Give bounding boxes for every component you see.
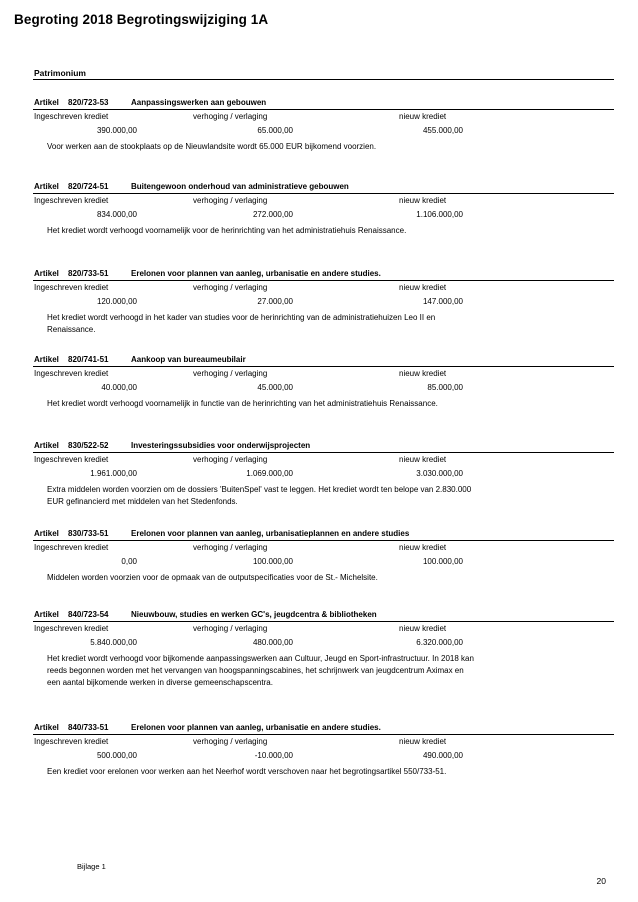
article-block: [33, 440, 614, 528]
column-ingeschreven: Ingeschreven krediet: [34, 737, 109, 746]
article-number: 830/522-52: [68, 441, 109, 450]
column-headers: [33, 622, 614, 635]
article-label: Artikel: [34, 355, 59, 364]
column-ingeschreven: Ingeschreven krediet: [34, 624, 109, 633]
article-title: Nieuwbouw, studies en werken GC's, jeugdcentra & bibliotheken: [131, 610, 377, 619]
column-ingeschreven: Ingeschreven krediet: [34, 369, 109, 378]
article-list: [33, 97, 614, 808]
amount-row: [33, 123, 614, 141]
column-headers: [33, 367, 614, 380]
column-nieuw: nieuw krediet: [399, 737, 447, 746]
amount-row: [33, 207, 614, 225]
article-title: Erelonen voor plannen van aanleg, urbanisatieplannen en andere studies: [131, 529, 410, 538]
column-verhoging: verhoging / verlaging: [193, 624, 268, 633]
amount-ingeschreven: 5.840.000,00: [90, 638, 137, 647]
article-description: Middelen worden voorzien voor de opmaak van de outputspecificaties voor de St.- Michelsite.: [47, 573, 378, 582]
article-block: [33, 181, 614, 268]
amount-ingeschreven: 834.000,00: [96, 210, 137, 219]
amount-ingeschreven: 390.000,00: [96, 126, 137, 135]
column-headers: [33, 281, 614, 294]
article-description: Extra middelen worden voorzien om de dossiers 'BuitenSpel' vast te leggen. Het krediet wordt ten belope van 2.830.000 EUR gefinancierd met middelen van het Stedenfonds.: [47, 485, 472, 506]
page-title: Begroting 2018 Begrotingswijziging 1A: [14, 12, 269, 27]
column-nieuw: nieuw krediet: [399, 283, 447, 292]
amount-row: [33, 748, 614, 766]
column-nieuw: nieuw krediet: [399, 543, 447, 552]
column-ingeschreven: Ingeschreven krediet: [34, 455, 109, 464]
article-header: [33, 440, 614, 452]
amount-ingeschreven: 120.000,00: [96, 297, 137, 306]
article-description: Het krediet wordt verhoogd voor bijkomende aanpassingswerken aan Cultuur, Jeugd en Sport-infrastructuur. In 2018 kan reeds begonnen worden met het vervangen van hoogspanningscabines, het schrijnwerk van jeugdcentrum Aximax en een aantal bijkomende werken in diverse gemeenschapscentra.: [47, 654, 474, 687]
article-number: 820/724-51: [68, 182, 109, 191]
article-number: 840/723-54: [68, 610, 109, 619]
amount-row: [33, 466, 614, 484]
column-nieuw: nieuw krediet: [399, 196, 447, 205]
column-verhoging: verhoging / verlaging: [193, 283, 268, 292]
article-label: Artikel: [34, 269, 59, 278]
amount-verhoging: 65.000,00: [257, 126, 293, 135]
amount-verhoging: 1.069.000,00: [246, 469, 293, 478]
amount-nieuw: 147.000,00: [422, 297, 463, 306]
column-verhoging: verhoging / verlaging: [193, 196, 268, 205]
article-header: [33, 181, 614, 193]
article-block: [33, 528, 614, 609]
article-header: [33, 268, 614, 280]
column-nieuw: nieuw krediet: [399, 455, 447, 464]
article-header: [33, 354, 614, 366]
amount-nieuw: 6.320.000,00: [416, 638, 463, 647]
article-title: Erelonen voor plannen van aanleg, urbanisatie en andere studies.: [131, 723, 381, 732]
amount-verhoging: 100.000,00: [252, 557, 293, 566]
column-nieuw: nieuw krediet: [399, 624, 447, 633]
column-verhoging: verhoging / verlaging: [193, 455, 268, 464]
amount-verhoging: 272.000,00: [252, 210, 293, 219]
column-headers: [33, 194, 614, 207]
article-block: [33, 268, 614, 354]
amount-row: [33, 294, 614, 312]
article-block: [33, 354, 614, 440]
amount-nieuw: 455.000,00: [422, 126, 463, 135]
article-label: Artikel: [34, 441, 59, 450]
column-headers: [33, 735, 614, 748]
column-ingeschreven: Ingeschreven krediet: [34, 196, 109, 205]
column-verhoging: verhoging / verlaging: [193, 543, 268, 552]
amount-nieuw: 100.000,00: [422, 557, 463, 566]
article-number: 830/733-51: [68, 529, 109, 538]
article-number: 820/733-51: [68, 269, 109, 278]
amount-verhoging: -10.000,00: [254, 751, 293, 760]
article-description: Een krediet voor erelonen voor werken aan het Neerhof wordt verschoven naar het begrotingsartikel 550/733-51.: [47, 767, 447, 776]
section-title: Patrimonium: [34, 68, 86, 78]
footer-label: Bijlage 1: [77, 862, 106, 871]
column-nieuw: nieuw krediet: [399, 369, 447, 378]
column-ingeschreven: Ingeschreven krediet: [34, 543, 109, 552]
article-number: 820/723-53: [68, 98, 109, 107]
article-label: Artikel: [34, 610, 59, 619]
article-title: Buitengewoon onderhoud van administratieve gebouwen: [131, 182, 349, 191]
article-description: Het krediet wordt verhoogd in het kader van studies voor de herinrichting van de administratiehuizen Leo II en Renaissance.: [47, 313, 436, 334]
column-headers: [33, 453, 614, 466]
article-title: Aankoop van bureaumeubilair: [131, 355, 246, 364]
amount-row: [33, 635, 614, 653]
column-nieuw: nieuw krediet: [399, 112, 447, 121]
article-number: 840/733-51: [68, 723, 109, 732]
column-ingeschreven: Ingeschreven krediet: [34, 112, 109, 121]
column-headers: [33, 110, 614, 123]
amount-row: [33, 380, 614, 398]
amount-row: [33, 554, 614, 572]
column-ingeschreven: Ingeschreven krediet: [34, 283, 109, 292]
column-verhoging: verhoging / verlaging: [193, 369, 268, 378]
column-verhoging: verhoging / verlaging: [193, 112, 268, 121]
column-verhoging: verhoging / verlaging: [193, 737, 268, 746]
article-title: Investeringssubsidies voor onderwijsprojecten: [131, 441, 311, 450]
amount-ingeschreven: 1.961.000,00: [90, 469, 137, 478]
amount-nieuw: 85.000,00: [427, 383, 463, 392]
article-label: Artikel: [34, 723, 59, 732]
column-headers: [33, 541, 614, 554]
article-header: [33, 528, 614, 540]
article-header: [33, 722, 614, 734]
article-title: Erelonen voor plannen van aanleg, urbanisatie en andere studies.: [131, 269, 381, 278]
article-block: [33, 722, 614, 808]
amount-verhoging: 27.000,00: [257, 297, 293, 306]
article-header: [33, 609, 614, 621]
article-description: Het krediet wordt verhoogd voornamelijk in functie van de herinrichting van het administratiehuis Renaissance.: [47, 399, 438, 408]
article-label: Artikel: [34, 98, 59, 107]
page-number: 20: [596, 876, 606, 886]
article-description: Voor werken aan de stookplaats op de Nieuwlandsite wordt 65.000 EUR bijkomend voorzien.: [47, 142, 377, 151]
section-divider: [33, 79, 614, 80]
article-block: [33, 97, 614, 181]
amount-nieuw: 490.000,00: [422, 751, 463, 760]
amount-ingeschreven: 40.000,00: [101, 383, 137, 392]
amount-nieuw: 3.030.000,00: [416, 469, 463, 478]
article-header: [33, 97, 614, 109]
amount-nieuw: 1.106.000,00: [416, 210, 463, 219]
article-number: 820/741-51: [68, 355, 109, 364]
article-title: Aanpassingswerken aan gebouwen: [131, 98, 267, 107]
article-block: [33, 609, 614, 722]
amount-ingeschreven: 0,00: [121, 557, 137, 566]
article-label: Artikel: [34, 529, 59, 538]
amount-ingeschreven: 500.000,00: [96, 751, 137, 760]
article-description: Het krediet wordt verhoogd voornamelijk voor de herinrichting van het administratiehuis Renaissance.: [47, 226, 407, 235]
article-label: Artikel: [34, 182, 59, 191]
amount-verhoging: 480.000,00: [252, 638, 293, 647]
amount-verhoging: 45.000,00: [257, 383, 293, 392]
